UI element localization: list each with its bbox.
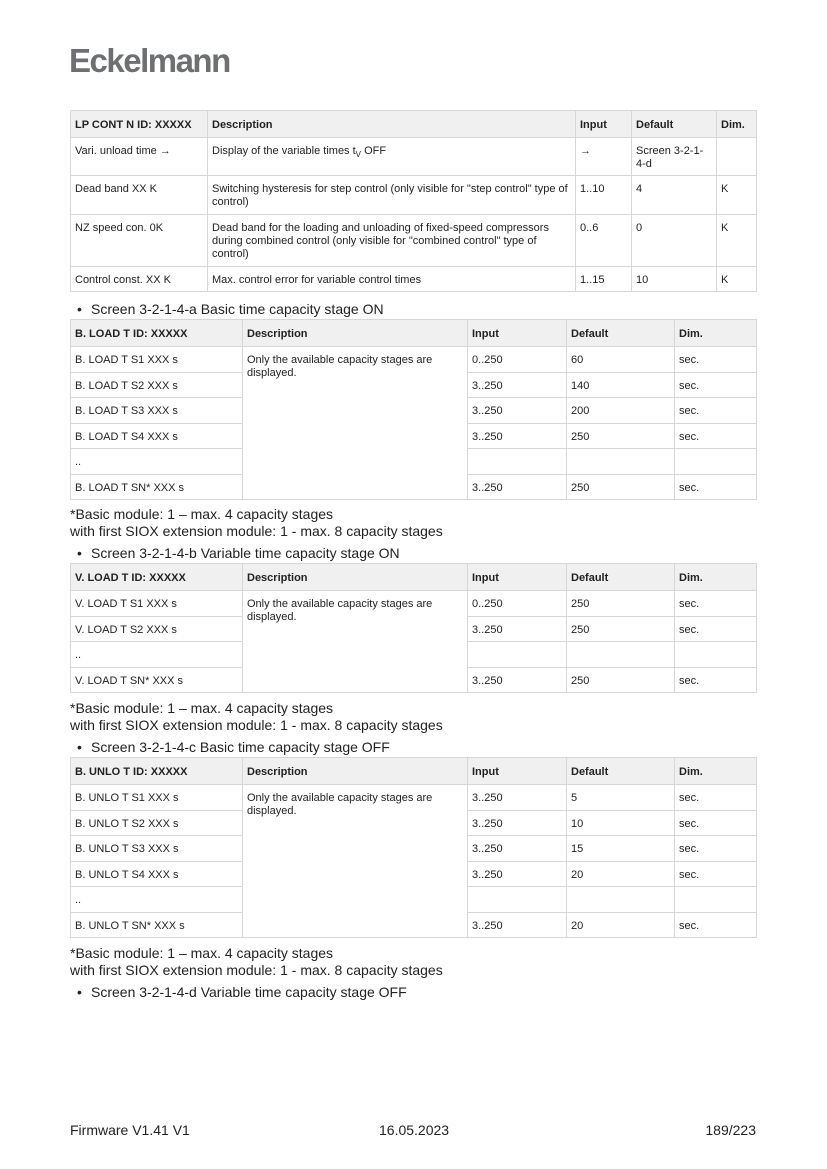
table-row [71,785,757,811]
bullet-screen-c: • Screen 3-2-1-4-c Basic time capacity stage OFF [77,739,390,755]
default-cell: 250 [567,616,675,642]
default-cell: 60 [567,347,675,373]
default-cell: 20 [567,861,675,887]
dim-cell: sec. [675,372,757,398]
default-cell: 10 [632,267,717,292]
header-cell: Description [208,111,576,138]
description-cell: Switching hysteresis for step control (only visible for "step control" type of control) [208,176,576,215]
input-cell: 3..250 [468,810,567,836]
dim-cell: sec. [675,347,757,373]
dim-cell: sec. [675,667,757,693]
input-cell: 3..250 [468,785,567,811]
bullet-screen-a: • Screen 3-2-1-4-a Basic time capacity stage ON [77,301,384,317]
table-row [71,138,757,176]
default-cell [567,449,675,475]
default-cell: 5 [567,785,675,811]
table-row [71,267,757,292]
default-cell: 250 [567,667,675,693]
description-cell: Max. control error for variable control times [208,267,576,292]
b-unlo-table [70,757,757,938]
parameter-cell: B. UNLO T S4 XXX s [71,861,243,887]
parameter-cell: B. UNLO T S2 XXX s [71,810,243,836]
parameter-cell: Dead band XX K [71,176,208,215]
parameter-cell: B. LOAD T S2 XXX s [71,372,243,398]
bullet-icon: • [77,739,82,755]
bullet-screen-b: • Screen 3-2-1-4-b Variable time capacity stage ON [77,545,400,561]
table-row [71,176,757,215]
header-cell: Dim. [675,320,757,347]
table-header-row [71,758,757,785]
parameter-cell: B. LOAD T S4 XXX s [71,423,243,449]
header-cell: Input [468,758,567,785]
default-cell: 250 [567,423,675,449]
dim-cell: sec. [675,474,757,500]
default-cell: 0 [632,215,717,267]
description-cell: Only the available capacity stages are displayed. [243,347,468,500]
parameter-cell: NZ speed con. 0K [71,215,208,267]
default-cell: 200 [567,398,675,424]
header-cell: Description [243,758,468,785]
default-cell: 250 [567,474,675,500]
parameter-cell: V. LOAD T SN* XXX s [71,667,243,693]
bullet-screen-d: • Screen 3-2-1-4-d Variable time capacity stage OFF [77,984,407,1000]
description-cell: Only the available capacity stages are displayed. [243,591,468,693]
input-cell [468,449,567,475]
dim-cell: sec. [675,785,757,811]
header-cell: Default [567,758,675,785]
description-cell: Dead band for the loading and unloading of fixed-speed compressors during combined control (only visible for "combined control" type of control) [208,215,576,267]
default-cell [567,642,675,668]
footnote: *Basic module: 1 – max. 4 capacity stages with first SIOX extension module: 1 - max. 8 capacity stages [70,945,443,978]
table-header-row [71,111,757,138]
header-cell: LP CONT N ID: XXXXX [71,111,208,138]
table-row [71,347,757,373]
bullet-icon: • [77,301,82,317]
table-header-row [71,320,757,347]
dim-cell: sec. [675,861,757,887]
footer-date: 16.05.2023 [379,1122,450,1138]
parameter-cell: .. [71,642,243,668]
parameter-cell: B. LOAD T SN* XXX s [71,474,243,500]
default-cell [567,887,675,913]
parameter-cell: B. UNLO T S3 XXX s [71,836,243,862]
dim-cell [675,449,757,475]
default-cell: 10 [567,810,675,836]
header-cell: V. LOAD T ID: XXXXX [71,564,243,591]
bullet-icon: • [77,984,82,1000]
footnote: *Basic module: 1 – max. 4 capacity stages with first SIOX extension module: 1 - max. 8 capacity stages [70,700,443,733]
dim-cell: sec. [675,912,757,938]
input-cell: 0..250 [468,347,567,373]
footer-firmware: Firmware V1.41 V1 [70,1122,190,1138]
input-cell: 3..250 [468,861,567,887]
parameter-cell: B. LOAD T S3 XXX s [71,398,243,424]
input-cell: 1..10 [576,176,632,215]
header-cell: Input [468,320,567,347]
dim-cell [675,642,757,668]
input-cell [468,887,567,913]
default-cell: 4 [632,176,717,215]
header-cell: Description [243,564,468,591]
parameter-cell: B. LOAD T S1 XXX s [71,347,243,373]
dim-cell: K [717,267,757,292]
default-cell: 250 [567,591,675,617]
header-cell: B. UNLO T ID: XXXXX [71,758,243,785]
parameter-cell: Control const. XX K [71,267,208,292]
input-cell [468,642,567,668]
dim-cell: K [717,176,757,215]
input-cell: 3..250 [468,912,567,938]
default-cell: 20 [567,912,675,938]
input-cell: 3..250 [468,667,567,693]
dim-cell: sec. [675,836,757,862]
dim-cell: sec. [675,810,757,836]
default-cell: 140 [567,372,675,398]
table-row [71,591,757,617]
header-cell: Default [567,320,675,347]
input-cell: 3..250 [468,836,567,862]
table-header-row [71,564,757,591]
parameter-cell: V. LOAD T S2 XXX s [71,616,243,642]
default-cell: Screen 3-2-1-4-d [632,138,717,176]
input-cell: 3..250 [468,423,567,449]
header-cell: Description [243,320,468,347]
parameter-cell: B. UNLO T S1 XXX s [71,785,243,811]
parameter-cell: Vari. unload time → [71,138,208,176]
parameter-cell: .. [71,449,243,475]
header-cell: Dim. [675,564,757,591]
input-cell: 3..250 [468,474,567,500]
header-cell: Input [576,111,632,138]
parameter-cell: .. [71,887,243,913]
header-cell: B. LOAD T ID: XXXXX [71,320,243,347]
b-load-table [70,319,757,500]
parameter-cell: V. LOAD T S1 XXX s [71,591,243,617]
footer-page-number: 189/223 [705,1122,756,1138]
dim-cell: sec. [675,591,757,617]
input-cell: 0..250 [468,591,567,617]
description-cell: Only the available capacity stages are displayed. [243,785,468,938]
input-cell: 3..250 [468,616,567,642]
input-cell: 1..15 [576,267,632,292]
header-cell: Dim. [675,758,757,785]
header-cell: Default [567,564,675,591]
description-cell: Display of the variable times $t_V$ OFF [208,138,576,176]
footnote: *Basic module: 1 – max. 4 capacity stages with first SIOX extension module: 1 - max. 8 capacity stages [70,506,443,539]
subscript-v: V [355,150,362,160]
lp-cont-table [70,110,757,292]
header-cell: Input [468,564,567,591]
parameter-cell: B. UNLO T SN* XXX s [71,912,243,938]
header-cell: Dim. [717,111,757,138]
bullet-icon: • [77,545,82,561]
input-cell: → [576,138,632,176]
dim-cell: sec. [675,616,757,642]
dim-cell [675,887,757,913]
header-cell: Default [632,111,717,138]
table-row [71,215,757,267]
input-cell: 0..6 [576,215,632,267]
dim-cell [717,138,757,176]
dim-cell: sec. [675,423,757,449]
default-cell: 15 [567,836,675,862]
dim-cell: K [717,215,757,267]
v-load-table [70,563,757,693]
eckelmann-logo: Eckelmann [69,42,230,79]
input-cell: 3..250 [468,372,567,398]
dim-cell: sec. [675,398,757,424]
input-cell: 3..250 [468,398,567,424]
